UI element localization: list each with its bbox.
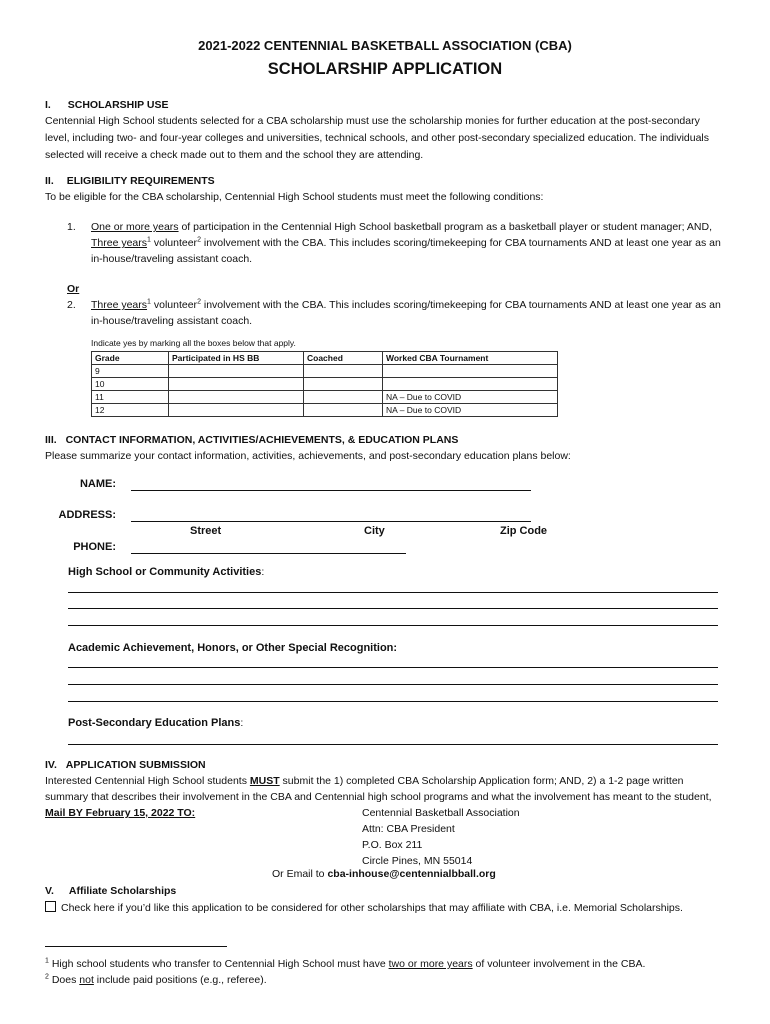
tournament-cell: NA – Due to COVID [383, 404, 558, 417]
section-1-title: SCHOLARSHIP USE [67, 99, 169, 111]
section-3-title: CONTACT INFORMATION, ACTIVITIES/ACHIEVEMENTS, & EDUCATION PLANS [65, 434, 459, 446]
table-instruction: Indicate yes by marking all the boxes below that apply. [91, 338, 296, 348]
phone-field[interactable] [131, 553, 406, 554]
street-label: Street [190, 525, 222, 537]
section-5-heading [45, 885, 176, 897]
footnote-ref-1: 1 [147, 298, 151, 306]
grade-cell: 10 [92, 378, 169, 391]
section-5-body [45, 900, 715, 916]
section-1-body: Centennial High School students selected for a CBA scholarship must use the scholarship monies for further education at the post-secondary level, including two- and four-year colleges and universities, technical schools, and other post-secondary specialized education. The individuals selected will receive a check made out to them and the school they are attending. [45, 115, 710, 161]
tournament-cell: NA – Due to COVID [383, 391, 558, 404]
tournament-cell[interactable] [383, 378, 558, 391]
address-line-4: Circle Pines, MN 55014 [362, 855, 473, 867]
section-5-title: Affiliate Scholarships [68, 885, 177, 897]
table-row [92, 378, 558, 391]
footnote-1-marker: 1 [45, 957, 49, 965]
coached-cell[interactable] [304, 378, 383, 391]
section-4-number: IV. [45, 759, 57, 771]
column-header-worked-tournament: Worked CBA Tournament [383, 352, 558, 365]
email-prefix: Or Email to [272, 868, 328, 880]
page-title: SCHOLARSHIP APPLICATION [267, 60, 503, 78]
plans-line[interactable] [68, 744, 718, 745]
participated-cell[interactable] [169, 365, 304, 378]
submission-text-2: submit the 1) completed CBA Scholarship Application form; AND, 2) a 1-2 page written summary that describes their involvement in the CBA and Centennial high school programs and what the involvement has meant to the student, [45, 775, 712, 803]
section-4-title: APPLICATION SUBMISSION [65, 759, 206, 771]
academic-line[interactable] [68, 667, 718, 668]
section-2-heading [45, 175, 215, 187]
table-row [92, 404, 558, 417]
academic-label: Academic Achievement, Honors, or Other Special Recognition: [68, 642, 398, 654]
section-5-number: V. [45, 885, 54, 897]
name-label: NAME: [79, 478, 116, 490]
address-line-3: P.O. Box 211 [362, 839, 423, 851]
item-1b-underlined: Three years [91, 237, 148, 249]
phone-label: PHONE: [73, 541, 116, 553]
section-3-intro: Please summarize your contact information, activities, achievements, and post-secondary education plans below: [45, 450, 571, 462]
coached-cell[interactable] [304, 391, 383, 404]
mailing-address [362, 805, 520, 869]
tournament-cell[interactable] [383, 365, 558, 378]
academic-line[interactable] [68, 701, 718, 702]
email-address[interactable]: cba-inhouse@centennialbball.org [327, 868, 496, 880]
submission-text-1: Interested Centennial High School students [45, 775, 250, 787]
table-header-row [92, 352, 558, 365]
item-1b-mid: volunteer [150, 237, 198, 249]
academic-line[interactable] [68, 684, 718, 685]
column-header-participated: Participated in HS BB [169, 352, 304, 365]
name-field[interactable] [131, 490, 531, 491]
item-2-text: involvement with the CBA. This includes scoring/timekeeping for CBA tournaments AND at least one year as an in-house/traveling assistant coach. [91, 299, 721, 327]
item-2-mid: volunteer [150, 299, 198, 311]
or-label: Or [67, 283, 80, 295]
item-1-text: of participation in the Centennial High School basketball program as a basketball player or student manager; AND, [178, 221, 713, 233]
section-1-number: I. [45, 99, 51, 111]
activities-line[interactable] [68, 625, 718, 626]
address-line-1: Centennial Basketball Association [362, 807, 520, 819]
eligibility-table [91, 351, 558, 417]
footnote-1-text-b: of volunteer involvement in the CBA. [472, 958, 646, 970]
section-4-heading [45, 759, 206, 771]
footnote-2-marker: 2 [45, 973, 49, 981]
mail-deadline: Mail BY February 15, 2022 TO: [45, 807, 196, 819]
address-field[interactable] [131, 521, 531, 522]
item-2-number: 2. [67, 299, 76, 311]
footnote-2-underlined: not [79, 974, 94, 986]
affiliate-checkbox[interactable] [45, 901, 56, 912]
activities-line[interactable] [68, 608, 718, 609]
section-2-title: ELIGIBILITY REQUIREMENTS [66, 175, 215, 187]
footnote-2-text-a: Does [48, 974, 80, 986]
footnote-1-underlined: two or more years [388, 958, 473, 970]
section-1-heading [45, 99, 169, 111]
section-2-number: II. [45, 175, 54, 187]
footnote-2 [45, 972, 735, 988]
affiliate-text: Check here if you’d like this application to be considered for other scholarships that may affiliate with CBA, i.e. Memorial Scholarships. [61, 902, 683, 914]
footnote-ref-2: 2 [197, 236, 201, 244]
city-label: City [364, 525, 385, 537]
email-line [272, 868, 496, 880]
activities-colon: : [261, 566, 265, 578]
footnote-1 [45, 956, 735, 972]
footnote-ref-1: 1 [147, 236, 151, 244]
participated-cell[interactable] [169, 404, 304, 417]
plans-label: Post-Secondary Education Plans [68, 717, 241, 729]
footnotes [45, 956, 735, 988]
activities-label: High School or Community Activities [68, 566, 262, 578]
footnote-ref-2: 2 [197, 298, 201, 306]
plans-heading [68, 717, 243, 729]
footnote-1-text-a: High school students who transfer to Centennial High School must have [48, 958, 389, 970]
item-2-underlined: Three years [91, 299, 148, 311]
footnote-2-text-b: include paid positions (e.g., referee). [93, 974, 267, 986]
activities-heading [68, 566, 264, 578]
grade-cell: 11 [92, 391, 169, 404]
item-1-number: 1. [67, 221, 76, 233]
coached-cell[interactable] [304, 404, 383, 417]
footnote-divider [45, 946, 227, 947]
eligibility-item-1 [91, 219, 721, 267]
table-row [92, 391, 558, 404]
table-row [92, 365, 558, 378]
activities-line[interactable] [68, 592, 718, 593]
page-supertitle: 2021-2022 CENTENNIAL BASKETBALL ASSOCIATION (CBA) [198, 38, 572, 53]
column-header-grade: Grade [92, 352, 169, 365]
participated-cell[interactable] [169, 391, 304, 404]
plans-colon: : [240, 717, 244, 729]
coached-cell[interactable] [304, 365, 383, 378]
section-2-intro: To be eligible for the CBA scholarship, Centennial High School students must meet the following conditions: [45, 191, 544, 203]
address-label: ADDRESS: [58, 509, 116, 521]
must-emphasis: MUST [249, 775, 280, 787]
eligibility-item-2 [91, 297, 721, 329]
section-3-number: III. [45, 434, 57, 446]
item-1-underlined: One or more years [91, 221, 179, 233]
item-1b-text: involvement with the CBA. This includes scoring/timekeeping for CBA tournaments AND at least one year as an in-house/traveling assistant coach. [91, 237, 721, 265]
grade-cell: 9 [92, 365, 169, 378]
address-line-2: Attn: CBA President [362, 823, 455, 835]
participated-cell[interactable] [169, 378, 304, 391]
section-3-heading [45, 434, 458, 446]
zip-code-label: Zip Code [500, 525, 548, 537]
column-header-coached: Coached [304, 352, 383, 365]
grade-cell: 12 [92, 404, 169, 417]
